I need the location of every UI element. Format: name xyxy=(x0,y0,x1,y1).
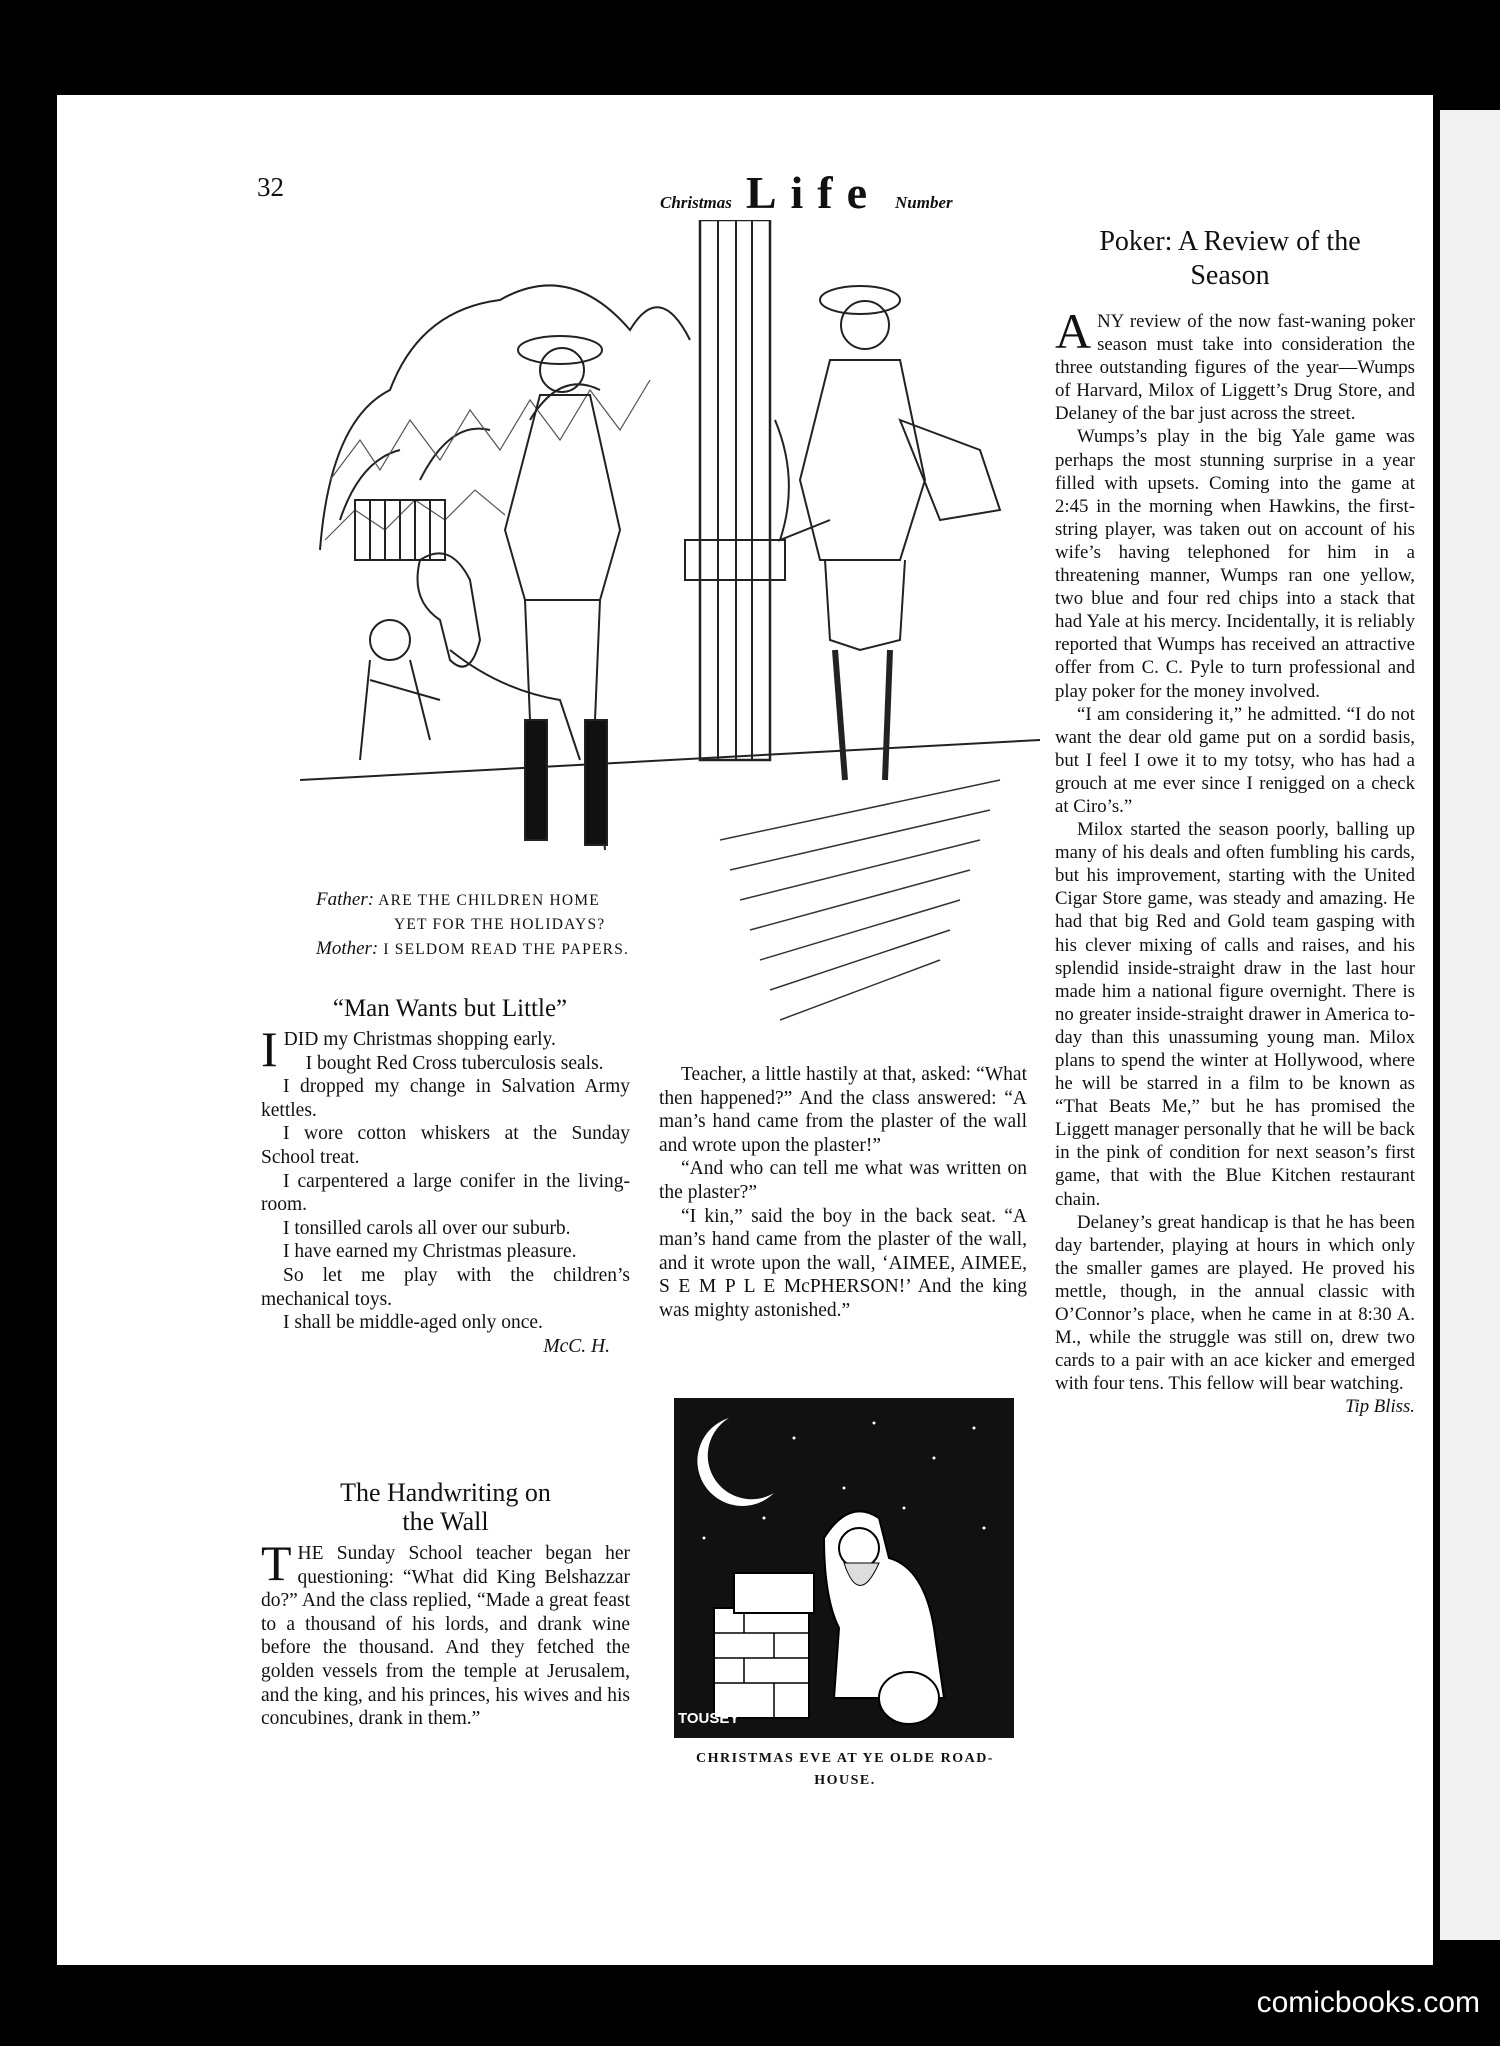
paragraph: I bought Red Cross tuberculosis seals. xyxy=(305,1052,604,1074)
paragraph: I dropped my change in Salvation Army kettles. xyxy=(261,1076,630,1121)
paragraph: DID my Christmas shopping early. xyxy=(283,1029,556,1050)
page-number: 32 xyxy=(257,172,284,202)
masthead-right: Number xyxy=(895,193,953,212)
article-body-man-wants xyxy=(261,1021,630,1358)
paragraph: I shall be middle-aged only once. xyxy=(283,1312,543,1334)
watermark: comicbooks.com xyxy=(1256,1986,1480,2019)
paragraph: So let me play with the children’s mechanical toys. xyxy=(261,1264,630,1310)
paragraph: “I kin,” said the boy in the back seat. “A man’s hand came from the plaster of the wall, and it wrote upon the wall, ‘AIMEE, AIMEE, S E M P L E McPHERSON!’ And the king was mighty astonished.” xyxy=(659,1205,1027,1321)
cartoon-caption xyxy=(316,888,696,962)
paragraph: I have earned my Christmas pleasure. xyxy=(283,1241,577,1263)
masthead-left: Christmas xyxy=(660,193,732,212)
signature: Tip Bliss. xyxy=(1345,1396,1415,1418)
cartoon-illustration-santa xyxy=(674,1398,1014,1738)
paragraph: “And who can tell me what was written on the plaster?” xyxy=(659,1158,1027,1203)
paragraph: I tonsilled carols all over our suburb. xyxy=(283,1217,571,1239)
paragraph: NY review of the now fast-waning poker season must take into consideration the three outstanding figures of the year—Wumps of Harvard, Milox of Liggett’s Drug Store, and Delaney of the bar just across the street. xyxy=(1055,311,1415,425)
title-line-1: Poker: A Review of the xyxy=(1099,226,1361,257)
caption-speaker-father: Father: xyxy=(316,889,375,910)
santa-caption-line-2: HOUSE. xyxy=(814,1773,876,1788)
caption-line-3: I SELDOM READ THE PAPERS. xyxy=(383,941,630,958)
caption-line-2: YET FOR THE HOLIDAYS? xyxy=(394,916,606,933)
dropcap-a: A xyxy=(1055,303,1092,359)
signature: McC. H. xyxy=(543,1335,610,1357)
article-body-poker xyxy=(1055,303,1415,1419)
article-title-man-wants: “Man Wants but Little” xyxy=(332,995,568,1022)
article-title-poker xyxy=(1040,225,1420,293)
masthead-title: Life xyxy=(745,167,882,218)
paragraph: Milox started the season poorly, balling up many of his deals and often fumbling his cards, but his improvement, starting with the United Cigar Store game, was steady and amazing. He had that big Red and Gold team gasping with his clever mixing of calls and raises, and his splendid inside-straight draw in the last hour made him a national figure overnight. There is no greater inside-straight drawer in America to-day than this unassuming young man. Milox plans to spend the winter at Hollywood, where he will be starred in a film to be known as “That Beats Me,” but he has promised the Liggett manager personally that he will be back in the pink of condition for next season’s first game, that with the Blue Kitchen restaurant chain. xyxy=(1055,819,1415,1210)
dropcap-t: T xyxy=(261,1535,292,1591)
caption-line-1: ARE THE CHILDREN HOME xyxy=(378,892,600,909)
title-line-1: The Handwriting on xyxy=(340,1478,551,1507)
paragraph: “I am considering it,” he admitted. “I do not want the dear old game put on a sordid basis, but I feel I owe it to my totsy, who has had a grouch at me ever since I renigged on a check at Ciro’s.” xyxy=(1055,703,1415,817)
santa-caption-line-1: CHRISTMAS EVE AT YE OLDE ROAD- xyxy=(696,1751,994,1766)
paragraph: Wumps’s play in the big Yale game was perhaps the most stunning surprise in a year filled with upsets. Coming into the game at 2:45 in the morning when Hawkins, the first-string player, was taken out on account of his wife’s having telephoned for him in a threatening manner, Wumps ran one yellow, two blue and four red chips into a stack that had Yale at his mercy. Incidentally, it is reliably reported that Wumps has received an attractive offer from C. C. Pyle to turn professional and play poker for the money involved. xyxy=(1055,426,1415,702)
paragraph: I carpentered a large conifer in the living-room. xyxy=(261,1170,630,1216)
caption-speaker-mother: Mother: xyxy=(316,938,379,959)
paragraph: Teacher, a little hastily at that, asked: “What then happened?” And the class answered: “A man’s hand came from the plaster of the wall and wrote upon the plaster!” xyxy=(659,1064,1027,1156)
facing-page-edge xyxy=(1440,110,1500,1940)
article-body-handwriting-part1 xyxy=(261,1535,630,1731)
paragraph: HE Sunday School teacher began her questioning: “What did King Belshazzar do?” And the class replied, “Made a great feast to a thousand of his lords, and drank wine before the thousand. And they fetched the golden vessels from the temple at Jerusalem, and the king, and his princes, his wives and his concubines, drank in them.” xyxy=(261,1543,630,1730)
masthead xyxy=(660,167,1020,218)
dropcap-i: I xyxy=(261,1021,278,1077)
paragraph: I wore cotton whiskers at the Sunday School treat. xyxy=(261,1123,630,1168)
santa-caption xyxy=(670,1748,1020,1792)
article-body-handwriting-part2 xyxy=(659,1063,1027,1323)
paragraph: Delaney’s great handicap is that he has been day bartender, playing at hours in which only the smaller games are played. He proved his mettle, though, in the annual classic with O’Connor’s place, when he came in at 8:30 A. M., while the struggle was still on, drew two cards to a pair with an ace kicker and emerged with four tens. This fellow will bear watching. xyxy=(1055,1211,1415,1395)
article-title-handwriting xyxy=(261,1478,630,1536)
title-line-2: the Wall xyxy=(402,1507,489,1536)
title-line-2: Season xyxy=(1190,260,1270,291)
artist-signature: TOUSEY xyxy=(678,1710,740,1727)
